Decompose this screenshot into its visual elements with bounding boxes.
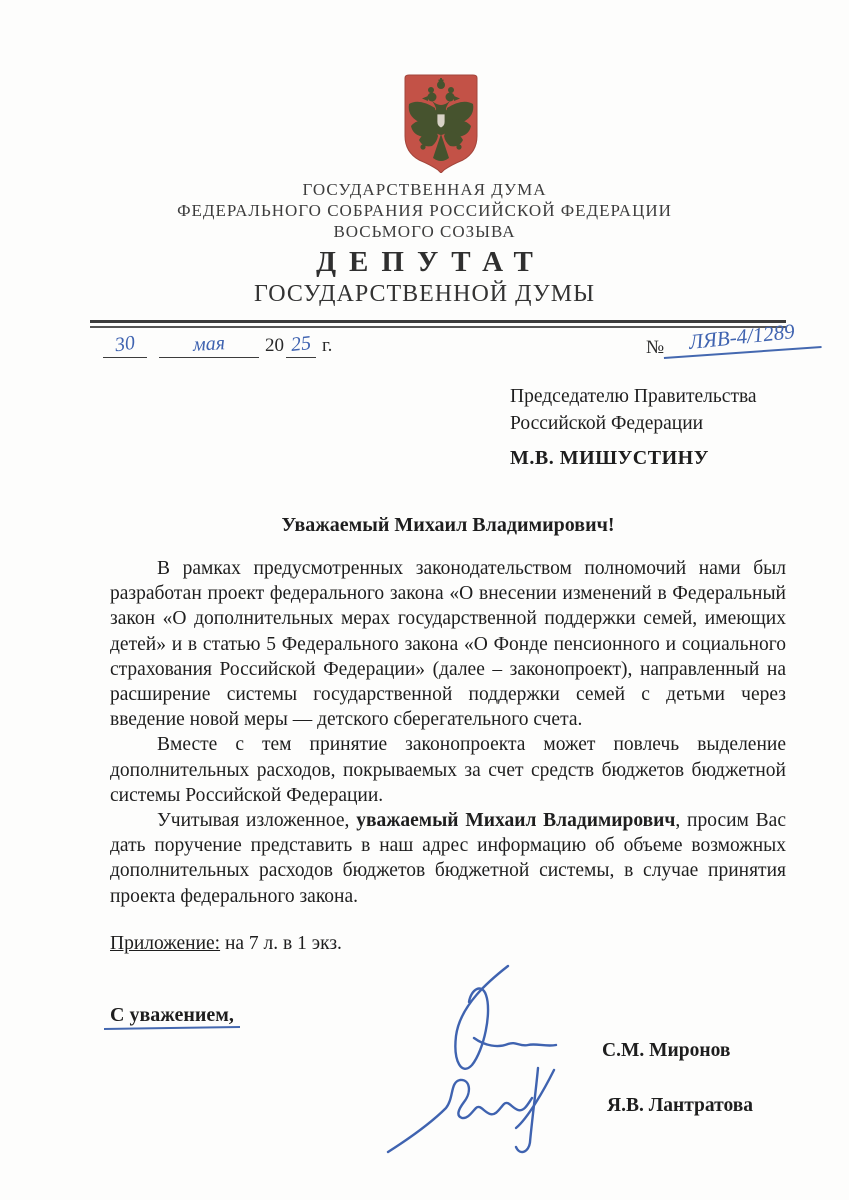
attachment-line [110,933,342,955]
letterhead-org-line3: ВОСЬМОГО СОЗЫВА [333,222,516,241]
addressee-line2: Российской Федерации [510,413,704,434]
paragraph-3-bold-name: уважаемый Михаил Владимирович [356,810,676,832]
letterhead-title-duma: ГОСУДАРСТВЕННОЙ ДУМЫ [253,281,596,307]
date-line [103,333,334,358]
document-number-line [646,319,822,359]
paragraph-2: Вместе с тем принятие законопроекта может повлечь выделение дополнительных расходов, покрываемых за счет средств бюджетов бюджетной системы Российской Федерации. [110,734,786,806]
handwritten-year: 25 [289,332,313,356]
number-label: № [646,337,665,358]
russia-coat-of-arms-icon [399,74,483,173]
salutation: Уважаемый Михаил Владимирович! [281,514,615,536]
year-prefix: 20 [265,335,284,356]
paragraph-3 [110,808,786,909]
letterhead-title-deputy: ДЕПУТАТ [316,246,546,278]
date-month-field [159,333,259,358]
addressee-name: М.В. МИШУСТИНУ [510,447,709,469]
attachment-text: на 7 л. в 1 экз. [220,933,342,954]
signatures-area [370,950,580,1170]
letterhead-org-line1: ГОСУДАРСТВЕННАЯ ДУМА [302,180,547,199]
date-year-field [286,333,316,358]
year-suffix-label: г. [322,335,333,356]
date-day-field [103,333,147,358]
signer-name-lantratova: Я.В. Лантратова [607,1095,754,1116]
letter-body [110,556,786,909]
signer-name-mironov: С.М. Миронов [602,1040,731,1061]
handwritten-day: 30 [113,331,137,357]
letterhead-divider-rule [90,320,786,328]
paragraph-1: В рамках предусмотренных законодательством полномочий нами был разработан проект федерального закона «О внесении изменений в Федеральный закон «О дополнительных мерах государственной поддержки семей, имеющих детей» и в статью 5 Федерального закона «О Фонде пенсионного и социального страхования Российской Федерации» (далее – законопроект), направленный на расширение системы государственной поддержки семей с детьми через введение новой меры — детского сберегательного счета. [110,558,786,731]
letterhead-org-line2: ФЕДЕРАЛЬНОГО СОБРАНИЯ РОССИЙСКОЙ ФЕДЕРАЦИИ [177,201,672,220]
addressee-block [510,383,757,437]
paragraph-3-start: Учитывая изложенное, [157,810,357,832]
attachment-label: Приложение: [110,933,221,954]
closing-salute: С уважением, [110,1004,234,1026]
handwritten-month: мая [192,332,226,356]
paragraph-3-end: , просим Вас дать поручение представить в наш адрес информацию об объеме возможных дополнительных расходов бюджетов бюджетной системы, в случае принятия проекта федерального закона. [110,810,786,907]
addressee-line1: Председателю Правительства [510,386,757,407]
handwritten-number: ЛЯВ-4/1289 [687,319,796,355]
signature-lantratova [388,1068,554,1152]
signature-mironov [455,966,556,1069]
